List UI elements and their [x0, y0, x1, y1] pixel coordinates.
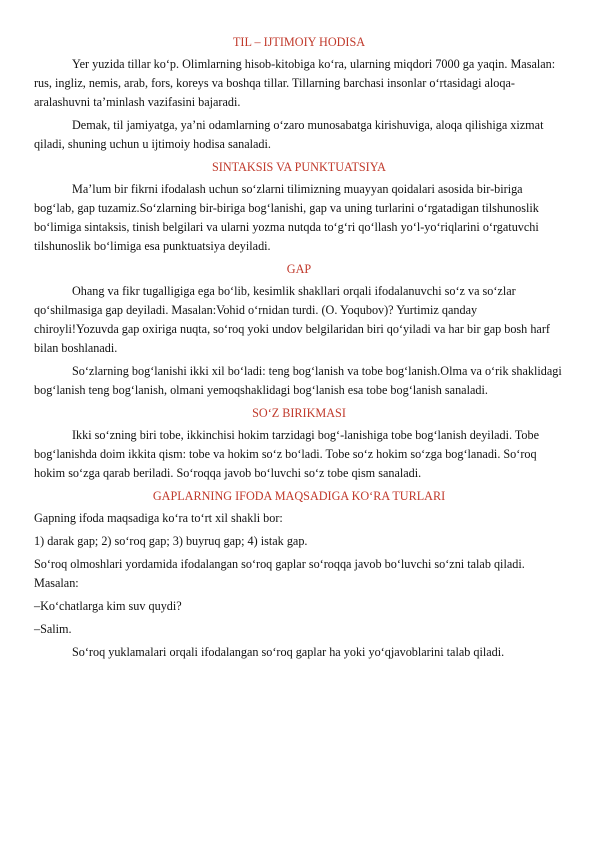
- example-question: –Ko‘chatlarga kim suv quydi?: [34, 599, 182, 613]
- text-line: 1) darak gap; 2) so‘roq gap; 3) buyruq gap; 4) istak gap.: [34, 534, 308, 548]
- paragraph: Demak, til jamiyatga, ya’ni odamlarning o‘zaro munosabatga kirishuviga, aloqa qilishiga xizmat qiladi, shuning uchun u ijtimoiy hodisa sanaladi.: [34, 118, 544, 151]
- text-line: Gapning ifoda maqsadiga ko‘ra to‘rt xil shakli bor:: [34, 511, 283, 525]
- paragraph: Yer yuzida tillar ko‘p. Olimlarning hisob-kitobiga ko‘ra, ularning miqdori 7000 ga yaqin. Masalan: rus, ingliz, nemis, arab, fors, koreys va boshqa tillar. Tillarning barchasi insonlar o‘rtasidagi aloqa-aralashuvni ta’minlash vazifasini bajaradi.: [34, 57, 556, 109]
- section-heading-soz-birikmasi: SO‘Z BIRIKMASI: [252, 406, 346, 420]
- paragraph: So‘roq yuklamalari orqali ifodalangan so‘roq gaplar ha yoki yo‘qjavoblarini talab qiladi.: [72, 645, 505, 659]
- section-heading-til-ijtimoiy-hodisa: TIL – IJTIMOIY HODISA: [232, 35, 366, 49]
- document-page: [34, 33, 564, 666]
- section-heading-gaplarning-turlari: GAPLARNING IFODA MAQSADIGA KO‘RA TURLARI: [152, 489, 446, 503]
- example-answer: –Salim.: [34, 622, 72, 636]
- paragraph: Ohang va fikr tugalligiga ega bo‘lib, kesimlik shakllari orqali ifodalanuvchi so‘z va so‘zlar qo‘shilmasiga gap deyiladi. Masalan:Vohid o‘rnidan turdi. (O. Yoqubov)? Yurtimiz qanday chiroyli!Yozuvda gap oxiriga nuqta, so‘roq yoki undov belgilaridan biri qo‘yiladi va har bir gap bosh harf bilan boshlanadi.: [34, 284, 550, 355]
- section-heading-gap: GAP: [286, 262, 312, 276]
- paragraph: So‘zlarning bog‘lanishi ikki xil bo‘ladi: teng bog‘lanish va tobe bog‘lanish.Olma va o‘rik shaklidagi bog‘lanish teng bog‘lanish, olmani yemoqshaklidagi bog‘lanish esa tobe bog‘lanish sanaladi.: [34, 364, 562, 397]
- paragraph: Ikki so‘zning biri tobe, ikkinchisi hokim tarzidagi bog‘-lanishiga tobe bog‘lanish deyiladi. Tobe bog‘lanishda doim ikkita qism: tobe va hokim so‘z bo‘ladi. Tobe so‘z hokim so‘zga bog‘lanadi. So‘roq hokim so‘zga qarab beriladi. So‘roqqa javob bo‘luvchi so‘z tobe qism sanaladi.: [34, 428, 540, 480]
- section-heading-sintaksis: SINTAKSIS VA PUNKTUATSIYA: [212, 160, 386, 174]
- paragraph: Ma’lum bir fikrni ifodalash uchun so‘zlarni tilimizning muayyan qoidalari asosida bir-biriga bog‘lab, gap tuzamiz.So‘zlarning bir-biriga bog‘lanishi, gap va uning turlarini o‘rgatadigan tilshunoslik bo‘limiga sintaksis, tinish belgilari va ularni yozma nutqda to‘g‘ri qo‘llash yo‘l-yo‘riqlarini o‘rgatuvchi tilshunoslik bo‘limiga esa punktuatsiya deyiladi.: [34, 182, 539, 253]
- text-line: So‘roq olmoshlari yordamida ifodalangan so‘roq gaplar so‘roqqa javob bo‘luvchi so‘zni talab qiladi. Masalan:: [34, 557, 525, 590]
